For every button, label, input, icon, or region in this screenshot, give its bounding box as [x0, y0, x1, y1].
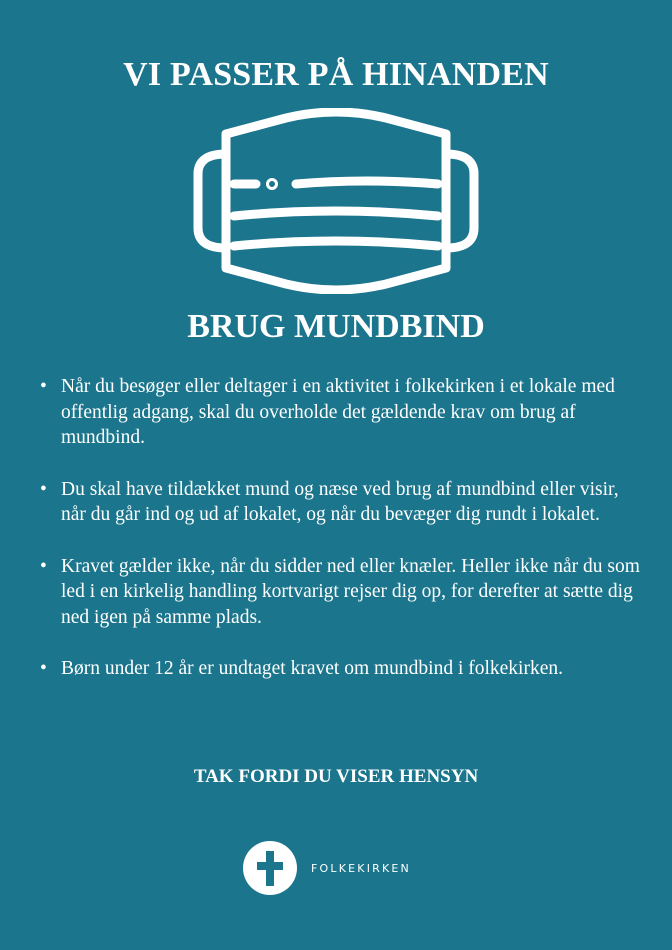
- rule-text: Børn under 12 år er undtaget kravet om mundbind i folkekirken.: [61, 658, 563, 679]
- cross-logo-icon: [242, 840, 298, 896]
- rule-item: [40, 477, 640, 528]
- rule-item: [40, 374, 640, 451]
- rule-text: Når du besøger eller deltager i en aktivitet i folkekirken i et lokale med offentlig adgang, skal du overholde det gældende krav om brug af mundbind.: [61, 376, 615, 448]
- rule-item: [40, 656, 640, 682]
- rule-text: Kravet gælder ikke, når du sidder ned eller knæler. Heller ikke når du som led i en kirkelig handling kortvarigt rejser dig op, for derefter at sætte dig ned igen på samme plads.: [61, 555, 640, 628]
- rules-list: [40, 374, 640, 708]
- logo-text: FOLKEKIRKEN: [311, 861, 411, 875]
- bullet: •: [40, 376, 47, 397]
- thanks-line: TAK FORDI DU VISER HENSYN: [193, 766, 479, 787]
- bullet: •: [40, 478, 47, 500]
- headline: VI PASSER PÅ HINANDEN: [123, 56, 549, 93]
- folkekirken-logo: [242, 840, 411, 896]
- bullet: •: [40, 555, 47, 577]
- bullet: •: [40, 658, 47, 679]
- rule-text: Du skal have tildækket mund og næse ved brug af mundbind eller visir, når du går ind og ud af lokalet, og når du bevæger dig rundt i lokalet.: [61, 478, 619, 525]
- rule-item: [40, 554, 640, 631]
- face-mask-icon: [190, 108, 482, 294]
- subheadline: BRUG MUNDBIND: [187, 308, 485, 345]
